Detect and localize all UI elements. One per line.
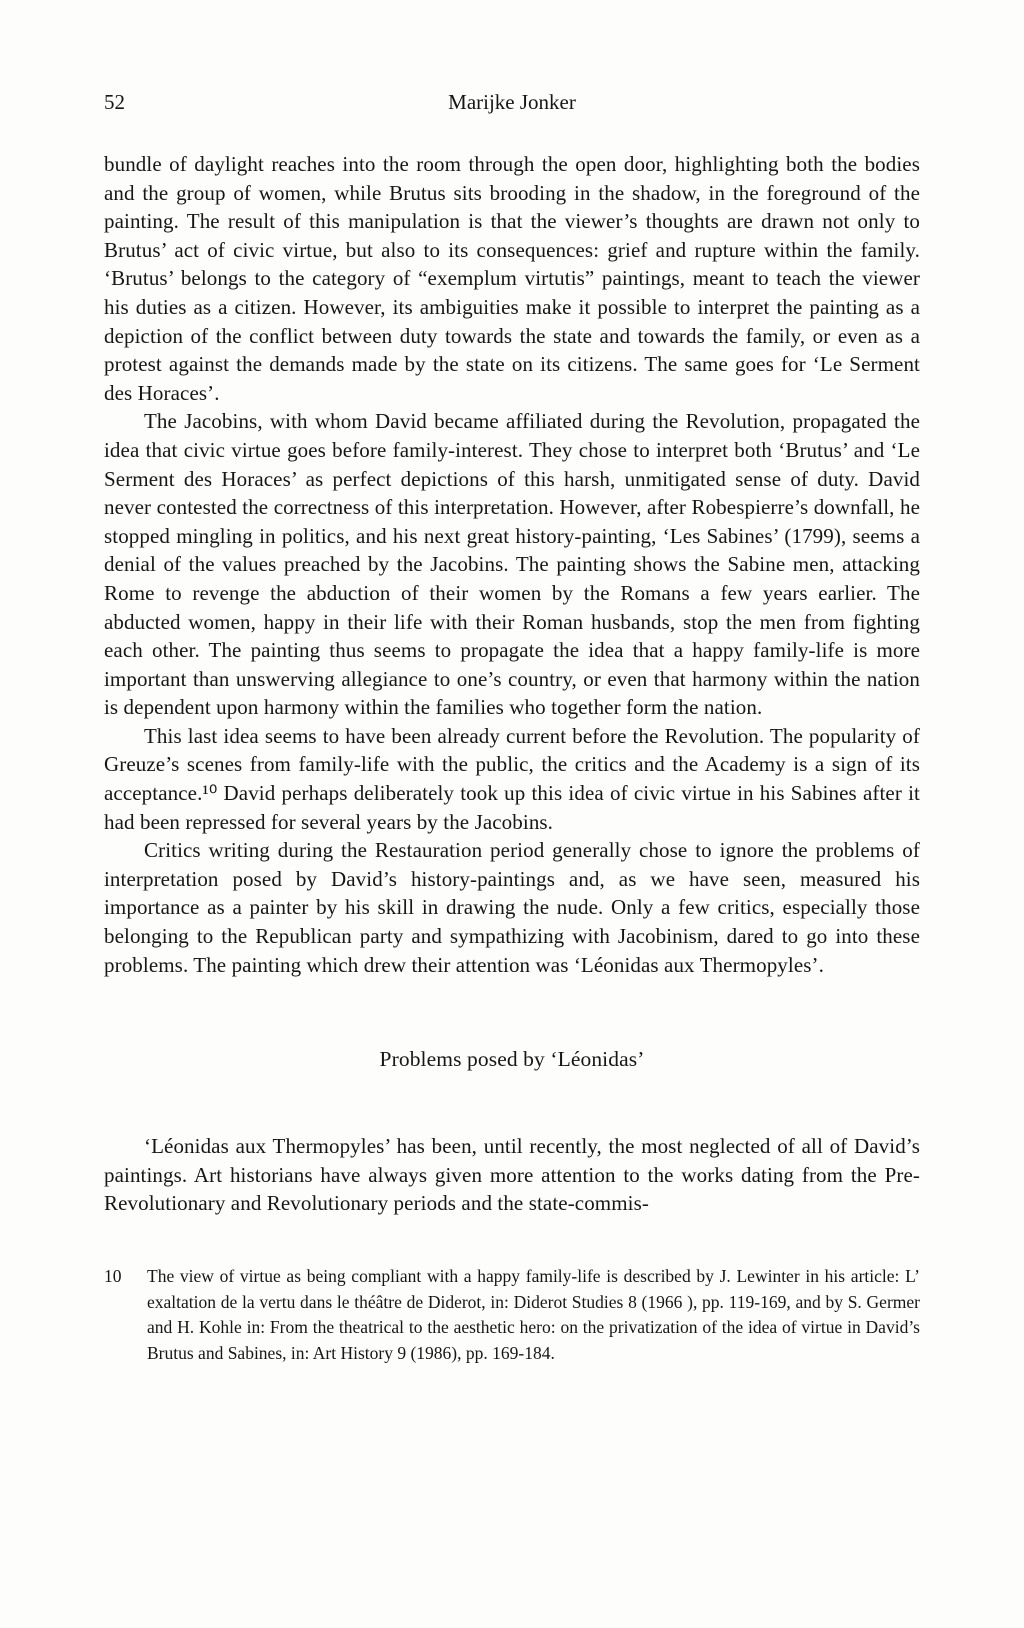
paragraph: The Jacobins, with whom David became affiliated during the Revolution, propagated the idea that civic virtue goes before family-interest. They chose to interpret both ‘Brutus’ and ‘Le Serment des Horaces’ as perfect depictions of this harsh, unmitigated sense of duty. David never contested the correctness of this interpretation. However, after Robespierre’s downfall, he stopped mingling in politics, and his next great history-painting, ‘Les Sabines’ (1799), seems a denial of the values preached by the Jacobins. The painting shows the Sabine men, attacking Rome to revenge the abduction of their women by the Romans a few years earlier. The abducted women, happy in their life with their Roman husbands, stop the men from fighting each other. The painting thus seems to propagate the idea that a happy family-life is more important than unswerving allegiance to one’s country, or even that harmony within the nation is dependent upon harmony within the families who together form the nation. [104,409,920,720]
section-heading: Problems posed by ‘Léonidas’ [379,1047,645,1072]
paragraph: ‘Léonidas aux Thermopyles’ has been, until recently, the most neglected of all of David’s paintings. Art historians have always given more attention to the works dating from the Pre-Revolutionary and Revolutionary periods and the state-commis- [104,1134,920,1216]
paragraph: This last idea seems to have been already current before the Revolution. The popularity of Greuze’s scenes from family-life with the public, the critics and the Academy is a sign of its acceptance.¹⁰ David perhaps deliberately took up this idea of civic virtue in his Sabines after it had been repressed for several years by the Jacobins. [104,723,920,834]
page-number: 52 [104,90,125,114]
running-head: Marijke Jonker [448,90,576,114]
page-header [104,88,920,116]
footnote-text: The view of virtue as being compliant with a happy family-life is described by J. Lewinter in his article: L’ exaltation de la vertu dans le théâtre de Diderot, in: Diderot Studies 8 (1966 ), pp. 119-169, and by S. Germer and H. Kohle in: From the theatrical to the aesthetic hero: on the privatization of the idea of virtue in David’s Brutus and Sabines, in: Art History 9 (1986), pp. 169-184. [147,1266,920,1363]
footnote-number: 10 [104,1266,122,1286]
footnote [104,1264,920,1366]
paragraph: Critics writing during the Restauration period generally chose to ignore the problems of interpretation posed by David’s history-paintings and, as we have seen, measured his importance as a painter by his skill in drawing the nude. Only a few critics, especially those belonging to the Republican party and sympathizing with Jacobinism, dared to go into these problems. The painting which drew their attention was ‘Léonidas aux Thermopyles’. [104,838,920,977]
page-body [104,150,920,1218]
paragraph: bundle of daylight reaches into the room through the open door, highlighting both the bodies and the group of women, while Brutus sits brooding in the shadow, in the foreground of the painting. The result of this manipulation is that the viewer’s thoughts are drawn not only to Brutus’ act of civic virtue, but also to its consequences: grief and rupture within the family. ‘Brutus’ belongs to the category of “exemplum virtutis” paintings, meant to teach the viewer his duties as a citizen. However, its ambiguities make it possible to interpret the painting as a depiction of the conflict between duty towards the state and towards the family, or even as a protest against the demands made by the state on its citizens. The same goes for ‘Le Serment des Horaces’. [104,152,920,405]
